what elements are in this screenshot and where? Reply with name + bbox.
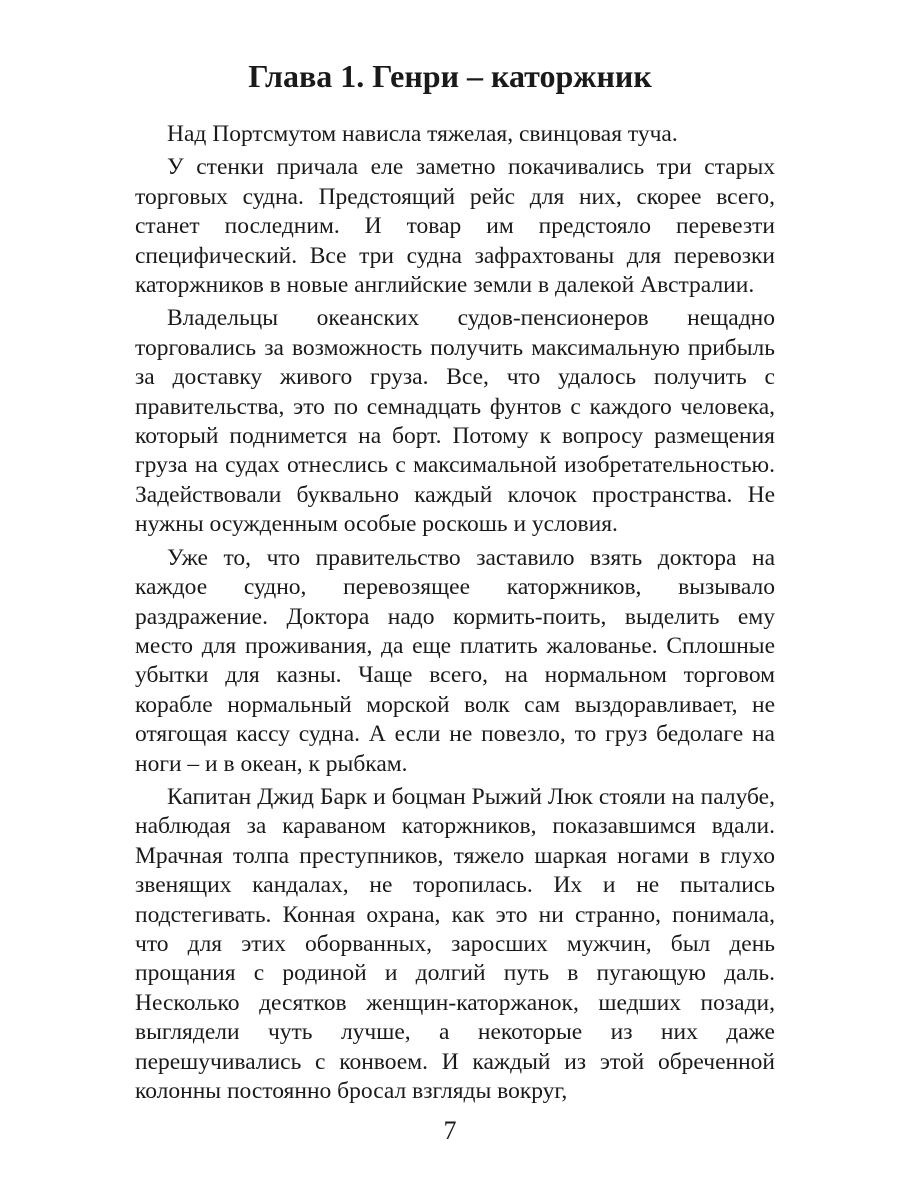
chapter-title: Глава 1. Генри – каторжник <box>248 58 652 94</box>
paragraph-4: Уже то, что правительство заставило взять доктора на каждое судно, перевозящее каторжников, вызывало раздражение. Доктора надо кормить-поить, выделить ему место для проживания, да еще платить жалованье. Сплошные убытки для казны. Чаще всего, на нормальном торговом корабле нормальный морской волк сам выздоравливает, не отягощая кассу судна. А если не повезло, то груз бедолаге на ноги – и в океан, к рыбкам. <box>135 544 775 777</box>
paragraph-1: Над Портсмутом нависла тяжелая, свинцовая туча. <box>167 121 678 147</box>
paragraph-5: Капитан Джид Барк и боцман Рыжий Люк стояли на палубе, наблюдая за караваном каторжников, показавшимся вдали. Мрачная толпа преступников, тяжело шаркая ногами в глухо звенящих кандалах, не торопилась. Их и не пытались подстегивать. Конная охрана, как это ни странно, понимала, что для этих оборванных, заросших мужчин, был день прощания с родиной и долгий путь в пугающую даль. Несколько десятков женщин-каторжанок, шедших позади, выглядели чуть лучше, а некоторые из них даже перешучивались с конвоем. И каждый из этой обреченной колонны постоянно бросал взгляды вокруг, <box>135 783 775 1104</box>
body-text <box>135 120 775 1110</box>
paragraph-2: У стенки причала еле заметно покачивались три старых торговых судна. Предстоящий рейс для них, скорее всего, станет последним. И товар им предстояло перевезти специфический. Все три судна зафрахтованы для перевозки каторжников в новые английские земли в далекой Австралии. <box>135 154 775 299</box>
paragraph-3: Владельцы океанских судов-пенсионеров нещадно торговались за возможность получить максимальную прибыль за доставку живого груза. Все, что удалось получить с правительства, это по семнадцать фунтов с каждого человека, который поднимется на борт. Потому к вопросу размещения груза на судах отнеслись с максимальной изобретательностью. Задействовали буквально каждый клочок пространства. Не нужны осужденным особые роскошь и условия. <box>135 305 775 538</box>
page-number: 7 <box>443 1116 457 1145</box>
